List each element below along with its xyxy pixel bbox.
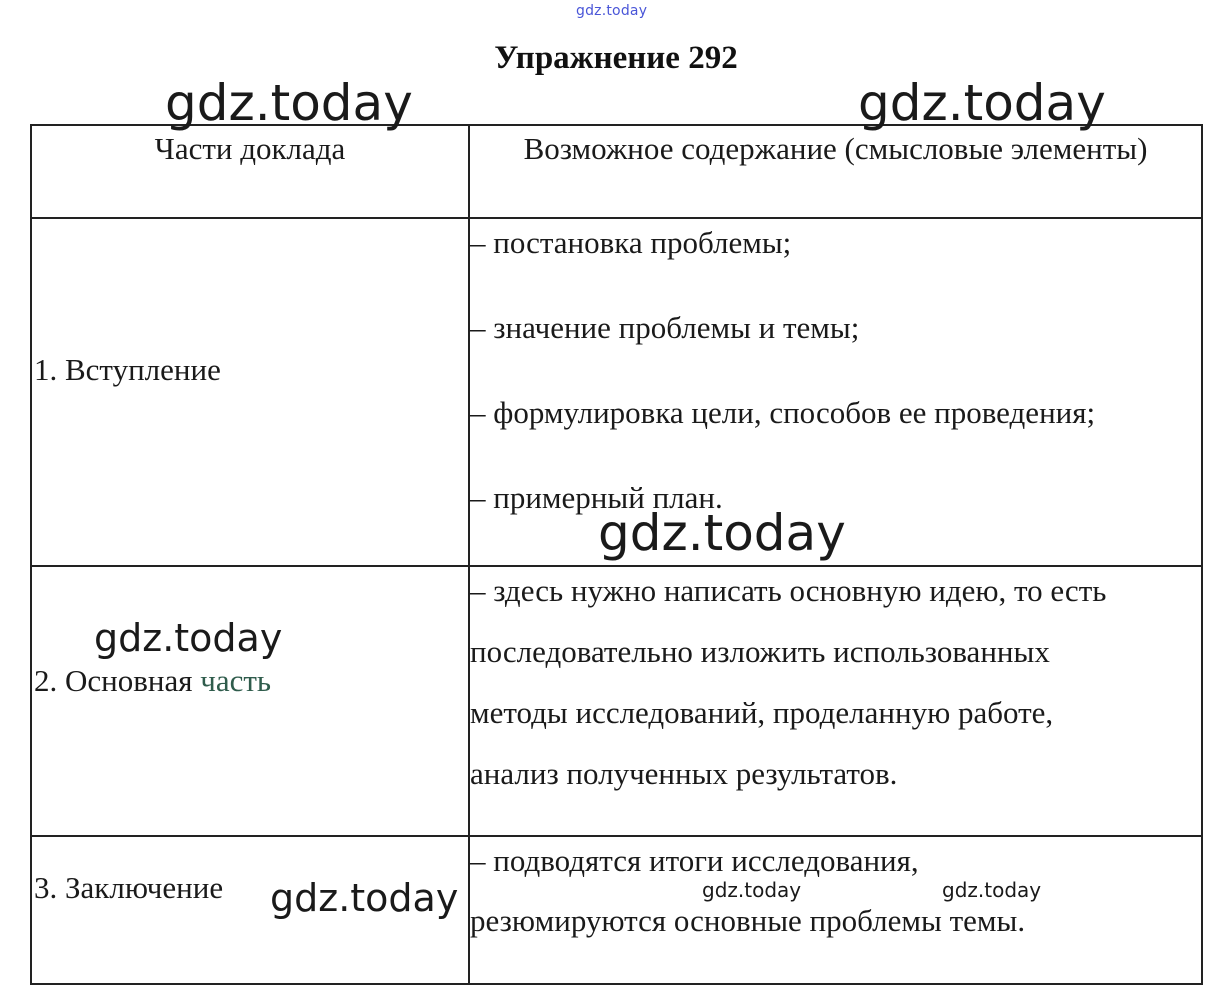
table-row — [31, 836, 1202, 984]
table-row — [31, 566, 1202, 836]
part-cell — [31, 566, 469, 836]
table-header-row — [31, 125, 1202, 218]
header-parts: Части доклада — [31, 125, 469, 218]
watermark-header-right: gdz.today — [858, 74, 1106, 132]
text-line: резюмируются основные проблемы темы. — [470, 903, 1026, 938]
content-cell — [469, 836, 1202, 984]
watermark-end-small-2: gdz.today — [942, 878, 1042, 902]
watermark-end-small-1: gdz.today — [702, 878, 802, 902]
part-label-intro: 1. Вступление — [34, 352, 221, 387]
list-item: – примерный план. — [470, 480, 723, 515]
exercise-title: Упражнение 292 — [494, 40, 738, 76]
part-cell — [31, 218, 469, 566]
watermark-top: gdz.today — [576, 3, 648, 19]
watermark-end-left: gdz.today — [270, 876, 459, 920]
text-line: анализ полученных результатов. — [470, 756, 898, 791]
header-content: Возможное содержание (смысловые элементы) — [469, 125, 1202, 218]
text-line: – здесь нужно написать основную идею, то есть — [470, 573, 1107, 608]
part-label-main-accent: часть — [200, 663, 272, 698]
part-label-end: 3. Заключение — [34, 870, 224, 905]
list-item: – формулировка цели, способов ее проведения; — [470, 395, 1096, 430]
list-item: – постановка проблемы; — [470, 225, 792, 260]
content-cell — [469, 566, 1202, 836]
content-paragraph — [470, 837, 1201, 963]
part-label-main-text: 2. Основная — [34, 663, 193, 698]
content-paragraph — [470, 567, 1201, 817]
watermark-main-left: gdz.today — [94, 616, 283, 660]
watermark-header-left: gdz.today — [165, 74, 413, 132]
text-line: – подводятся итоги исследования, — [470, 843, 919, 878]
list-item: – значение проблемы и темы; — [470, 310, 860, 345]
watermark-center: gdz.today — [598, 504, 846, 562]
text-line: последовательно изложить использованных — [470, 634, 1050, 669]
text-line: методы исследований, проделанную работе, — [470, 695, 1054, 730]
